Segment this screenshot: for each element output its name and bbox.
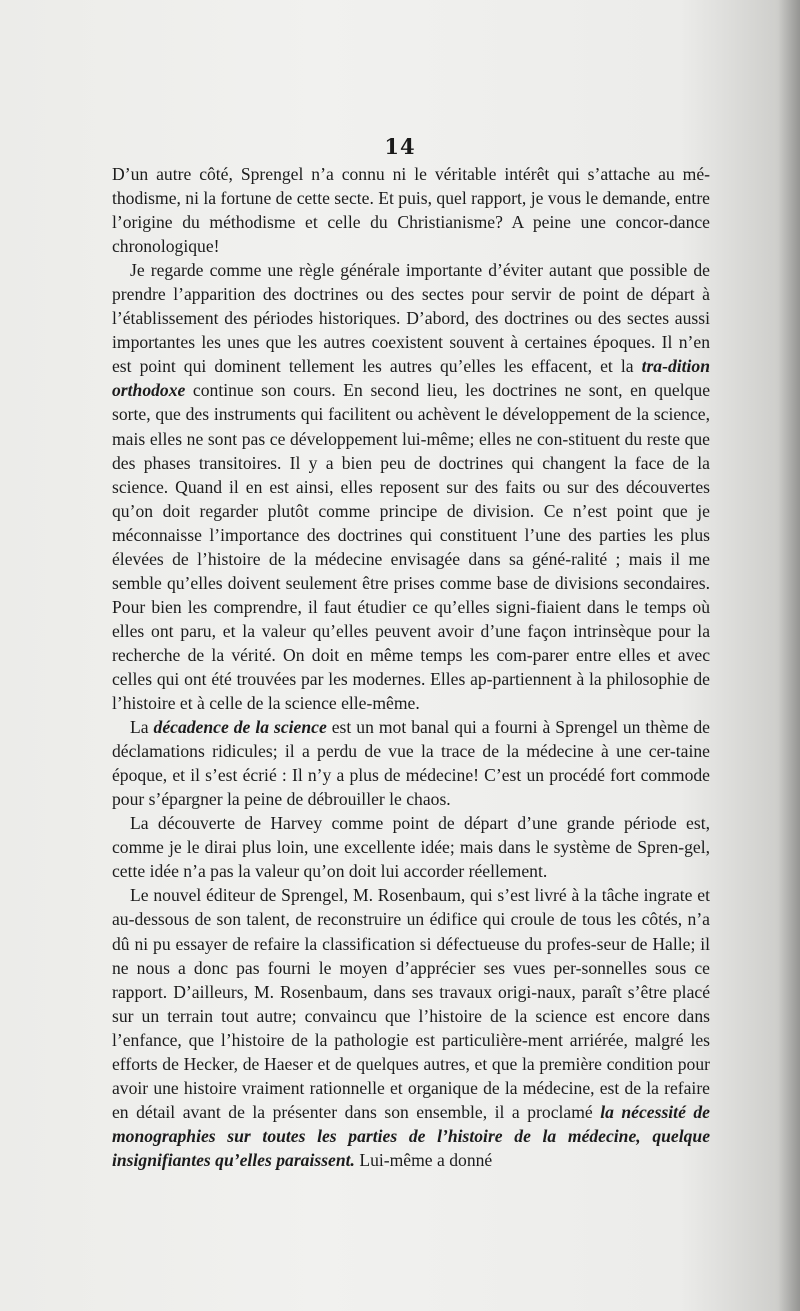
paragraph-3 bbox=[112, 715, 710, 811]
page-number: 14 bbox=[384, 134, 416, 159]
italic-text-run: décadence de la science bbox=[153, 717, 327, 738]
text-run: Le nouvel éditeur de Sprengel, M. Rosenbaum, qui s’est livré à la tâche ingrate et au-dessous de son talent, de reconstruire un édifice qui croule de tous les côtés, n’a dû ni pu essayer de refaire la classification si défectueuse du profes-seur de Halle; il ne nous a donc pas fourni le moyen d’apprécier ses vues per-sonnelles sous ce rapport. D’ailleurs, M. Rosenbaum, dans ses travaux origi-naux, paraît s’être placé sur un terrain tout autre; convaincu que l’histoire de la science est encore dans l’enfance, que l’histoire de la pathologie est particulière-ment arriérée, malgré les efforts de Hecker, de Haeser et de quelques autres, et que la première condition pour avoir une histoire vraiment rationnelle et organique de la médecine, est de la refaire en détail avant de la présenter dans son ensemble, il a proclamé bbox=[112, 885, 710, 1122]
body-text bbox=[112, 162, 710, 1172]
italic-text-run: tra-dition orthodoxe bbox=[112, 356, 710, 401]
text-run: Lui-même a donné bbox=[354, 1149, 493, 1170]
page-edge-shadow bbox=[778, 0, 800, 1311]
text-run: La découverte de Harvey comme point de départ d’une grande période est, comme je le dirai plus loin, une excellente idée; mais dans le système de Spren-gel, cette idée n’a pas la valeur qu’on doit lui accorder réellement. bbox=[112, 813, 710, 882]
text-run: est un mot banal qui a fourni à Sprengel un thème de déclamations ridicules; il a perdu de vue la trace de la médecine à une cer-taine époque, et il s’est écrié : Il n’y a plus de médecine! C’est un procédé fort commode pour s’épargner la peine de débrouiller le chaos. bbox=[112, 717, 710, 810]
text-run: D’un autre côté, Sprengel n’a connu ni le véritable intérêt qui s’attache au mé-thodisme, ni la fortune de cette secte. Et puis, quel rapport, je vous le demande, entre l’origine du méthodisme et celle du Christianisme? A peine une concor-dance chronologique! bbox=[112, 164, 710, 257]
paragraph-1 bbox=[112, 162, 710, 258]
text-run: La bbox=[130, 717, 154, 738]
paragraph-4 bbox=[112, 811, 710, 883]
paragraph-5 bbox=[112, 883, 710, 1172]
text-run: Je regarde comme une règle générale importante d’éviter autant que possible de prendre l’apparition des doctrines ou des sectes pour servir de point de départ à l’établissement des périodes historiques. D’abord, des doctrines ou des sectes aussi importantes les unes que les autres coexistent souvent à certaines époques. Il n’en est point qui dominent tellement les autres qu’elles les effacent, et la bbox=[112, 260, 710, 377]
italic-text-run: la nécessité de monographies sur toutes les parties de l’histoire de la médecine, quelque insignifiantes qu’elles paraissent. bbox=[112, 1101, 710, 1170]
text-run: continue son cours. En second lieu, les doctrines ne sont, en quelque sorte, que des instruments qui facilitent ou achèvent le développement de la science, mais elles ne sont pas ce développement lui-même; elles ne con-stituent du reste que des phases transitoires. Il y a bien peu de doctrines qui changent la face de la science. Quand il en est ainsi, elles reposent sur des faits ou sur des découvertes qu’on doit regarder plutôt comme principe de division. Ce n’est point que je méconnaisse l’importance des doctrines qui constituent l’une des parties les plus élevées de l’histoire de la médecine envisagée dans sa géné-ralité ; mais il me semble qu’elles doivent seulement être prises comme base de divisions secondaires. Pour bien les comprendre, il faut étudier ce qu’elles signi-fiaient dans le temps où elles ont paru, et la valeur qu’elles peuvent avoir d’une façon intrinsèque pour la recherche de la vérité. On doit en même temps les com-parer entre elles et avec celles qui ont été trouvées par les modernes. Elles ap-partiennent à la philosophie de l’histoire et à celle de la science elle-même. bbox=[112, 380, 710, 714]
paragraph-2 bbox=[112, 258, 710, 715]
